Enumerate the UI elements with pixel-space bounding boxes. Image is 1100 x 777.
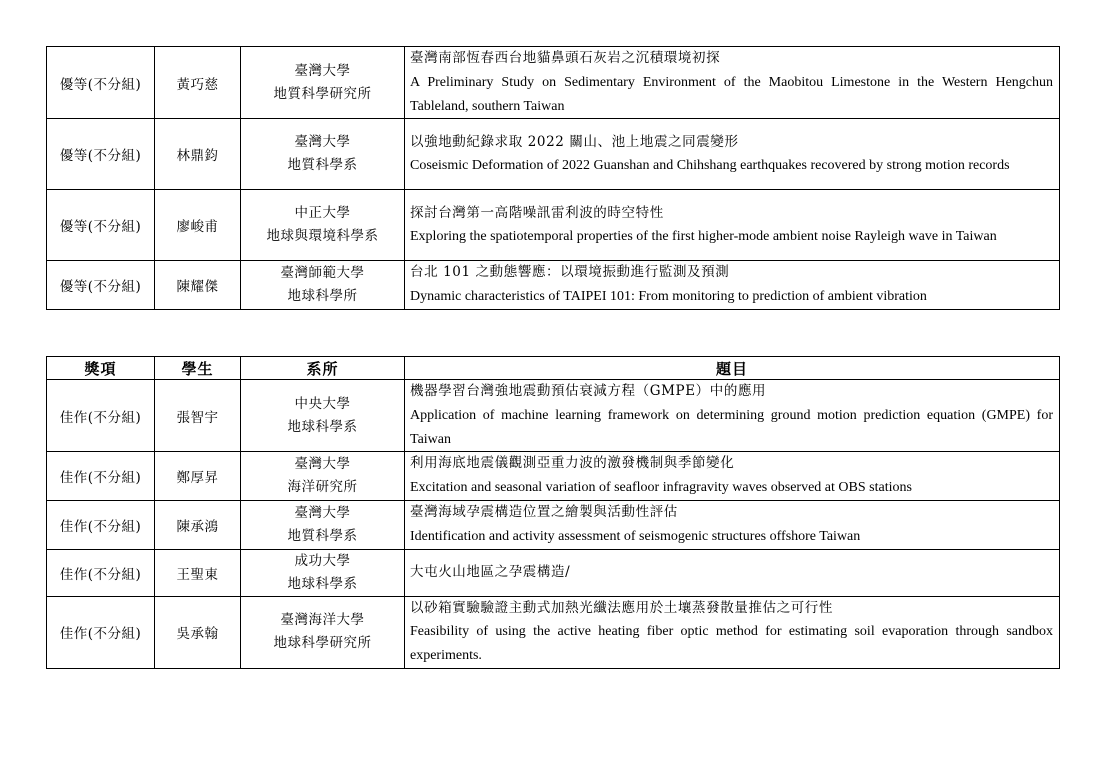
- title-cell: [405, 119, 1060, 190]
- student-cell: 林鼎鈞: [155, 119, 241, 190]
- title-cell: [405, 452, 1060, 501]
- title-cell: [405, 190, 1060, 261]
- title-chinese: 臺灣南部恆春西台地貓鼻頭石灰岩之沉積環境初探: [410, 50, 721, 66]
- award-cell: 優等(不分組): [47, 190, 155, 261]
- department-name: 地質科學研究所: [273, 85, 372, 102]
- department-name: 地質科學系: [287, 527, 358, 544]
- department-university: 臺灣大學: [294, 504, 351, 521]
- header-department: 系所: [241, 357, 405, 380]
- title-english: Dynamic characteristics of TAIPEI 101: From monitoring to prediction of ambient vibration: [410, 289, 927, 305]
- department-cell: [241, 380, 405, 452]
- title-chinese: 臺灣海域孕震構造位置之繪製與活動性評估: [410, 503, 678, 520]
- department-cell: [241, 190, 405, 261]
- department-cell: [241, 119, 405, 190]
- student-cell: 陳耀傑: [155, 261, 241, 310]
- department-name: 地球與環境科學系: [266, 228, 379, 245]
- award-cell: 佳作(不分組): [47, 549, 155, 596]
- title-english: Excitation and seasonal variation of seafloor infragravity waves observed at OBS stations: [410, 480, 912, 496]
- table-row: [47, 500, 1060, 549]
- awards-table-excellent: [46, 46, 1060, 310]
- student-cell: 吳承翰: [155, 596, 241, 668]
- title-english: Feasibility of using the active heating fiber optic method for estimating soil evaporation through sandbox experiments.: [410, 624, 1053, 664]
- table-row: [47, 452, 1060, 501]
- award-cell: 佳作(不分組): [47, 500, 155, 549]
- department-university: 臺灣海洋大學: [280, 612, 365, 629]
- header-title: 題目: [405, 357, 1060, 380]
- department-name: 地質科學系: [287, 157, 358, 174]
- student-cell: 鄭厚昇: [155, 452, 241, 501]
- department-cell: [241, 500, 405, 549]
- department-cell: [241, 261, 405, 310]
- title-chinese: 利用海底地震儀觀測亞重力波的激發機制與季節變化: [410, 455, 735, 472]
- awards-table-honorable-mention: [46, 356, 1060, 669]
- student-cell: 張智宇: [155, 380, 241, 452]
- title-cell: [405, 380, 1060, 452]
- table-row: [47, 47, 1060, 119]
- department-university: 臺灣大學: [294, 134, 351, 151]
- department-name: 地球科學所: [287, 288, 358, 305]
- title-chinese: 台北 101 之動態響應：以環境振動進行監測及預測: [410, 264, 730, 281]
- department-university: 中央大學: [294, 395, 351, 412]
- department-cell: [241, 47, 405, 119]
- award-cell: 佳作(不分組): [47, 596, 155, 668]
- student-cell: 黃巧慈: [155, 47, 241, 119]
- table-row: [47, 380, 1060, 452]
- header-award: 獎項: [47, 357, 155, 380]
- award-cell: 優等(不分組): [47, 261, 155, 310]
- department-cell: [241, 549, 405, 596]
- table-row: [47, 261, 1060, 310]
- title-chinese: 大屯火山地區之孕震構造/: [410, 563, 571, 580]
- title-chinese: 以強地動紀錄求取 2022 關山、池上地震之同震變形: [410, 133, 739, 150]
- department-cell: [241, 596, 405, 668]
- department-university: 臺灣大學: [294, 62, 351, 79]
- table-row: [47, 549, 1060, 596]
- department-cell: [241, 452, 405, 501]
- student-cell: 廖峻甫: [155, 190, 241, 261]
- award-cell: 佳作(不分組): [47, 380, 155, 452]
- title-english: Application of machine learning framework on determining ground motion prediction equation (GMPE) for Taiwan: [410, 407, 1053, 447]
- title-cell: [405, 47, 1060, 119]
- title-english: A Preliminary Study on Sedimentary Environment of the Maobitou Limestone in the Western Hengchun Tableland, southern Taiwan: [410, 74, 1053, 114]
- title-english: Identification and activity assessment of seismogenic structures offshore Taiwan: [410, 528, 861, 544]
- table-row: [47, 190, 1060, 261]
- award-cell: 優等(不分組): [47, 119, 155, 190]
- title-chinese: 機器學習台灣強地震動預估衰減方程（GMPE）中的應用: [410, 383, 767, 399]
- department-name: 海洋研究所: [287, 479, 358, 496]
- award-cell: 優等(不分組): [47, 47, 155, 119]
- title-cell: [405, 500, 1060, 549]
- title-chinese: 以砂箱實驗驗證主動式加熱光纖法應用於土壤蒸發散量推估之可行性: [410, 599, 833, 616]
- title-cell: [405, 549, 1060, 596]
- award-cell: 佳作(不分組): [47, 452, 155, 501]
- table-row: [47, 119, 1060, 190]
- department-name: 地球科學系: [287, 575, 358, 592]
- title-cell: [405, 261, 1060, 310]
- title-cell: [405, 596, 1060, 668]
- department-name: 地球科學研究所: [273, 635, 372, 652]
- table-header-row: [47, 357, 1060, 380]
- title-chinese: 探討台灣第一高階噪訊雷利波的時空特性: [410, 204, 664, 221]
- student-cell: 王聖東: [155, 549, 241, 596]
- department-university: 臺灣師範大學: [280, 265, 365, 282]
- table-row: [47, 596, 1060, 668]
- title-english: Exploring the spatiotemporal properties of the first higher-mode ambient noise Rayleigh wave in Taiwan: [410, 229, 997, 245]
- department-university: 臺灣大學: [294, 456, 351, 473]
- department-university: 中正大學: [294, 205, 351, 222]
- department-name: 地球科學系: [287, 418, 358, 435]
- title-english: Coseismic Deformation of 2022 Guanshan and Chihshang earthquakes recovered by strong motion records: [410, 158, 1010, 174]
- header-student: 學生: [155, 357, 241, 380]
- student-cell: 陳承鴻: [155, 500, 241, 549]
- department-university: 成功大學: [294, 552, 351, 569]
